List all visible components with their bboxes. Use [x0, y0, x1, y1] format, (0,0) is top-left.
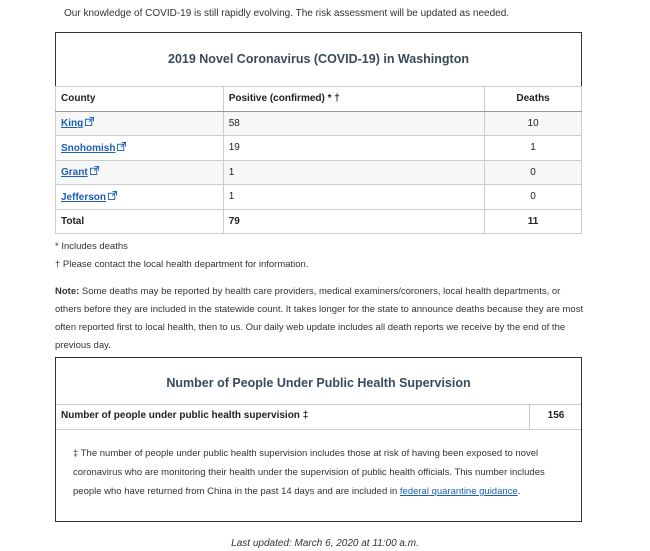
- county-link-jefferson[interactable]: Jefferson: [61, 191, 107, 203]
- county-link-king[interactable]: King: [61, 118, 84, 130]
- county-link-grant[interactable]: Grant: [61, 167, 88, 179]
- note-paragraph: [55, 283, 585, 355]
- total-positive: 79: [223, 209, 484, 234]
- supervision-note-end: .: [517, 486, 521, 497]
- footnote-includes-deaths: * Includes deaths: [55, 241, 128, 252]
- supervision-title: Number of People Under Public Health Supervision: [166, 376, 471, 390]
- footnote-contact-health-dept: † Please contact the local health department for information.: [55, 259, 309, 270]
- supervision-row: [56, 404, 581, 430]
- header-positive: Positive (confirmed) * †: [223, 87, 484, 112]
- table-row: [56, 111, 582, 136]
- note-text: Some deaths may be reported by health care providers, medical examiners/coroners, local health departments, or others before they are included in the statewide count. It takes longer for the state to announce deaths because they are most often reported first to local health, then to us. Our daily web update includes all death reports we receive by the end of the previous day.: [55, 286, 584, 351]
- supervision-note-text: ‡ The number of people under public health supervision includes those at risk of having been exposed to novel coronavirus who are monitoring their health under the supervision of public health officials. This number includes people who have returned from China in the past 14 days and are included in: [73, 448, 545, 497]
- federal-quarantine-guidance-link[interactable]: federal quarantine guidance: [399, 486, 518, 497]
- supervision-label: Number of people under public health supervision ‡: [61, 410, 309, 421]
- table-row: [56, 160, 582, 185]
- external-link-icon: [117, 142, 126, 151]
- county-link-snohomish[interactable]: Snohomish: [61, 142, 116, 154]
- last-updated: Last updated: March 6, 2020 at 11:00 a.m.: [231, 538, 419, 549]
- total-deaths: 11: [485, 209, 582, 234]
- external-link-icon: [90, 166, 99, 175]
- table-header-row: [56, 87, 582, 112]
- deaths-cell: 0: [485, 185, 582, 210]
- external-link-icon: [108, 191, 117, 200]
- table-row: [56, 185, 582, 210]
- deaths-cell: 1: [485, 136, 582, 161]
- supervision-panel: [55, 357, 582, 522]
- note-label: Note:: [55, 286, 80, 297]
- supervision-value: 156: [547, 410, 565, 421]
- table-title: 2019 Novel Coronavirus (COVID-19) in Washington: [55, 32, 582, 86]
- intro-text: Our knowledge of COVID-19 is still rapidly evolving. The risk assessment will be updated as needed.: [64, 8, 510, 19]
- table-row: [56, 136, 582, 161]
- supervision-note: [73, 444, 563, 501]
- total-row: [56, 209, 582, 234]
- total-label: Total: [56, 209, 224, 234]
- deaths-cell: 10: [485, 111, 582, 136]
- positive-cell: 58: [223, 111, 484, 136]
- covid-cases-table: [55, 32, 582, 234]
- positive-cell: 1: [223, 185, 484, 210]
- positive-cell: 1: [223, 160, 484, 185]
- external-link-icon: [85, 117, 94, 126]
- header-deaths: Deaths: [485, 87, 582, 112]
- deaths-cell: 0: [485, 160, 582, 185]
- header-county: County: [56, 87, 224, 112]
- positive-cell: 19: [223, 136, 484, 161]
